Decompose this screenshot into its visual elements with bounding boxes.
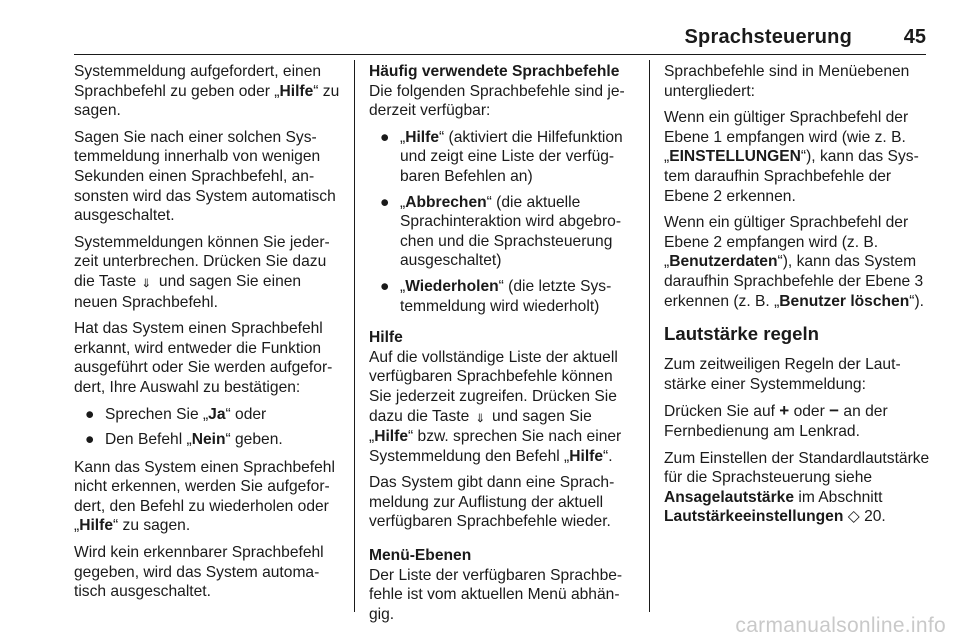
paragraph: Hat das System einen Sprachbefehl erkannt, wird entweder die Funktion ausgeführt oder Sie werden aufgefordert, Ihre Auswahl zu bestätigen: (74, 320, 333, 396)
page-number: 45 (903, 26, 926, 48)
column-3 (664, 62, 934, 534)
section-heading: Lautstärke regeln (664, 323, 820, 345)
paragraph: Sprachbefehle sind in Menüebenen untergliedert: (664, 63, 910, 100)
list-item: ● Sprechen Sie „Ja“ oder (85, 405, 267, 423)
column-2 (369, 62, 639, 631)
bullet-list (369, 128, 639, 316)
paragraph: Wird kein erkennbarer Sprachbefehl gegeben, wird das System automatisch ausgeschaltet. (74, 544, 324, 601)
bullet-icon: ● (85, 431, 95, 449)
paragraph: Zum Einstellen der Standardlautstärke für die Sprachsteuerung siehe Ansagelautstärke im Abschnitt Lautstärkeeinstellungen ◇ 20. (664, 449, 930, 526)
paragraph: Drücken Sie auf + oder − an der Fernbedienung am Lenkrad. (664, 401, 888, 440)
paragraph: Systemmeldung aufgefordert, einen Sprachbefehl zu geben oder „Hilfe“ zu sagen. (74, 63, 340, 120)
bullet-icon: ● (380, 277, 390, 295)
column-1 (74, 62, 344, 609)
list-item: ● „Abbrechen“ (die aktuelle Sprachinteraktion wird abgebrochen und die Sprachsteuerung ausgeschaltet) (380, 193, 622, 270)
paragraph: Der Liste der verfügbaren Sprachbefehle ist vom aktuellen Menü abhängig. (369, 566, 623, 623)
column-divider-1 (354, 60, 355, 612)
bullet-icon: ● (85, 405, 95, 423)
paragraph: Wenn ein gültiger Sprachbefehl der Ebene 2 empfangen wird (z. B. „Benutzerdaten“), kann das System daraufhin Sprachbefehle der Ebene 3 erkennen (z. B. „Benutzer löschen“). (664, 214, 924, 310)
paragraph: Auf die vollständige Liste der aktuell verfügbaren Sprachbefehle können Sie jederzeit zugreifen. Drücken Sie dazu die Taste ⇐ und sagen Sie „Hilfe“ bzw. sprechen Sie nach einer Systemmeldung den Befehl „Hilfe“. (369, 348, 622, 465)
reference-arrow-icon: ◇ (847, 508, 860, 526)
voice-control-icon: ⇐ (139, 277, 154, 288)
paragraph: Zum zeitweiligen Regeln der Lautstärke einer Systemmeldung: (664, 356, 901, 393)
minus-icon: − (829, 401, 840, 421)
header-rule (74, 54, 926, 55)
paragraph: Kann das System einen Sprachbefehl nicht erkennen, werden Sie aufgefordert, den Befehl zu wiederholen oder „Hilfe“ zu sagen. (74, 458, 335, 535)
page-header (74, 26, 926, 54)
plus-icon: + (779, 401, 790, 421)
list-item: ● „Wiederholen“ (die letzte Systemmeldung wird wiederholt) (380, 277, 612, 315)
column-divider-2 (649, 60, 650, 612)
paragraph: Das System gibt dann eine Sprachmeldung zur Auflistung der aktuell verfügbaren Sprachbefehle wieder. (369, 474, 615, 531)
page-title: Sprachsteuerung (684, 26, 852, 48)
voice-control-icon: ⇐ (472, 412, 487, 423)
subheading: Häufig verwendete Sprachbefehle (369, 63, 620, 80)
subheading: Hilfe (369, 329, 403, 347)
subheading: Menü-Ebenen (369, 547, 472, 565)
watermark: carmanualsonline.info (735, 614, 946, 637)
paragraph: Die folgenden Sprachbefehle sind jederzeit verfügbar: (369, 82, 625, 120)
paragraph: Wenn ein gültiger Sprachbefehl der Ebene 1 empfangen wird (wie z. B. „EINSTELLUNGEN“), kann das System daraufhin Sprachbefehle der Ebene 2 erkennen. (664, 109, 919, 205)
list-item: ● „Hilfe“ (aktiviert die Hilfefunktion und zeigt eine Liste der verfügbaren Befehlen an) (380, 128, 623, 185)
bullet-list (74, 405, 344, 450)
paragraph: Systemmeldungen können Sie jederzeit unterbrechen. Drücken Sie dazu die Taste ⇐ und sagen Sie einen neuen Sprachbefehl. (74, 233, 330, 311)
bullet-icon: ● (380, 128, 390, 146)
list-item: ● Den Befehl „Nein“ geben. (85, 431, 283, 449)
bullet-icon: ● (380, 193, 390, 211)
paragraph: Sagen Sie nach einer solchen Systemmeldung innerhalb von wenigen Sekunden einen Sprachbefehl, ansonsten wird das System automatisch ausgeschaltet. (74, 128, 336, 225)
